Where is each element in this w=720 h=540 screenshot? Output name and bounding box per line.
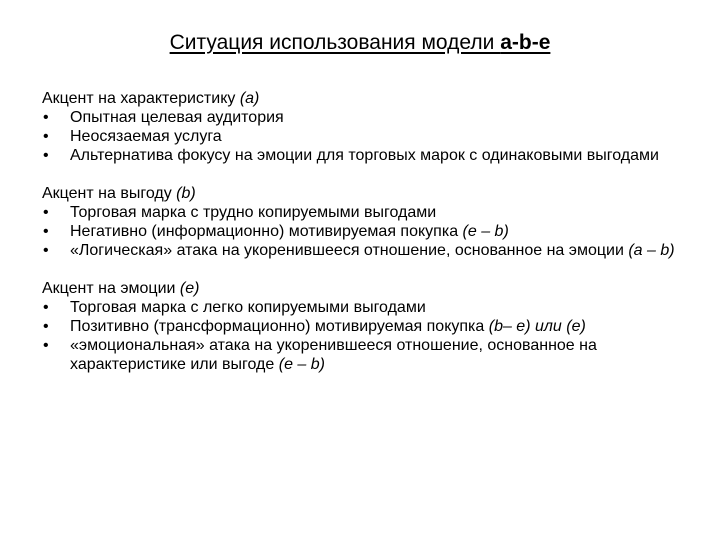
section-heading-text: Акцент на эмоции xyxy=(42,280,180,297)
page-title-model: a-b-e xyxy=(500,31,551,54)
bullet-icon: • xyxy=(43,242,49,259)
list-item xyxy=(42,127,682,146)
bullet-list xyxy=(42,298,682,374)
section-benefit xyxy=(42,184,682,260)
list-item-text: Негативно (информационно) мотивируемая покупка (е – b) xyxy=(70,223,509,240)
list-item xyxy=(42,146,682,165)
bullet-icon: • xyxy=(43,109,49,126)
section-emotion xyxy=(42,279,682,374)
bullet-list xyxy=(42,108,682,165)
bullet-icon: • xyxy=(43,223,49,240)
bullet-icon: • xyxy=(43,128,49,145)
section-heading xyxy=(42,279,682,298)
bullet-icon: • xyxy=(43,318,49,335)
bullet-icon: • xyxy=(43,147,49,164)
section-heading xyxy=(42,184,682,203)
bullet-list xyxy=(42,203,682,260)
list-item-text: «Логическая» атака на укоренившееся отношение, основанное на эмоции (а – b) xyxy=(70,242,675,259)
list-item xyxy=(42,241,682,260)
list-item-text: Опытная целевая аудитория xyxy=(70,109,284,126)
list-item-text: Торговая марка с легко копируемыми выгодами xyxy=(70,299,426,316)
bullet-icon: • xyxy=(43,204,49,221)
section-heading-code: (b) xyxy=(176,185,196,202)
list-item xyxy=(42,222,682,241)
page-title xyxy=(0,30,720,56)
section-heading xyxy=(42,89,682,108)
list-item xyxy=(42,336,682,374)
content-body xyxy=(42,89,682,393)
page-title-text: Ситуация использования модели xyxy=(169,31,501,54)
section-characteristic xyxy=(42,89,682,165)
list-item xyxy=(42,108,682,127)
list-item xyxy=(42,203,682,222)
bullet-icon: • xyxy=(43,337,49,354)
list-item-text: Неосязаемая услуга xyxy=(70,128,222,145)
list-item-text: Торговая марка с трудно копируемыми выгодами xyxy=(70,204,437,221)
list-item xyxy=(42,317,682,336)
bullet-icon: • xyxy=(43,299,49,316)
section-heading-code: (е) xyxy=(179,280,200,297)
list-item xyxy=(42,298,682,317)
list-item-text: «эмоциональная» атака на укоренившееся отношение, основанное на характеристике или выгоде (е – b) xyxy=(70,337,597,373)
list-item-text: Позитивно (трансформационно) мотивируемая покупка (b– е) или (е) xyxy=(70,318,586,335)
section-heading-text: Акцент на характеристику xyxy=(42,90,240,107)
section-heading-code: (а) xyxy=(239,90,260,107)
section-heading-text: Акцент на выгоду xyxy=(42,185,177,202)
list-item-text: Альтернатива фокусу на эмоции для торговых марок с одинаковыми выгодами xyxy=(70,147,659,164)
